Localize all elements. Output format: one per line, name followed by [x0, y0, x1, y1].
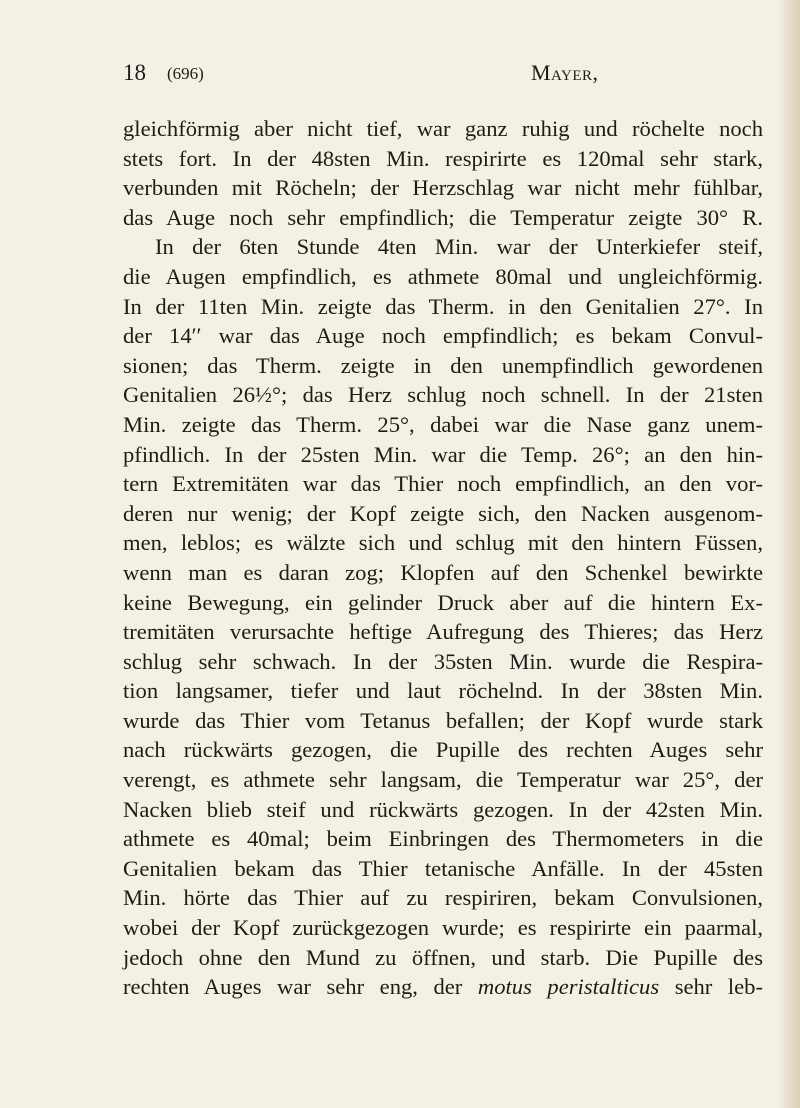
page-header [123, 60, 763, 94]
text-line: Min. hörte das Thier auf zu respiriren, bekam Convulsionen, [123, 885, 763, 911]
text-line: schlug sehr schwach. In der 35sten Min. wurde die Respira- [123, 648, 763, 674]
text-line: nach rückwärts gezogen, die Pupille des rechten Auges sehr [123, 737, 763, 763]
text-line: wenn man es daran zog; Klopfen auf den Schenkel bewirkte [123, 559, 763, 585]
body-text [123, 114, 763, 1002]
text-line: verengt, es athmete sehr langsam, die Temperatur war 25°, der [123, 767, 763, 793]
text-line: sionen; das Therm. zeigte in den unempfindlich gewordenen [123, 352, 763, 378]
text-line: tion langsamer, tiefer und laut röchelnd. In der 38sten Min. [123, 678, 763, 704]
text-line: stets fort. In der 48sten Min. respirirte es 120mal sehr stark, [123, 145, 763, 171]
text-line: Genitalien 26½°; das Herz schlug noch schnell. In der 21sten [123, 382, 763, 408]
text-line: verbunden mit Röcheln; der Herzschlag war nicht mehr fühlbar, [123, 175, 763, 201]
text-line: keine Bewegung, ein gelinder Druck aber auf die hintern Ex- [123, 589, 763, 615]
text-run: rechten Auges war sehr eng, der [123, 974, 478, 1000]
text-line: tern Extremitäten war das Thier noch empfindlich, an den vor- [123, 471, 763, 497]
text-line: men, leblos; es wälzte sich und schlug mit den hintern Füssen, [123, 530, 763, 556]
running-head: Mayer, [531, 60, 599, 85]
text-line: wobei der Kopf zurückgezogen wurde; es respirirte ein paarmal, [123, 915, 763, 941]
text-line: pfindlich. In der 25sten Min. war die Temp. 26°; an den hin- [123, 441, 763, 467]
text-line: tremitäten verursachte heftige Aufregung des Thieres; das Herz [123, 619, 763, 645]
page-number: 18 [123, 60, 146, 85]
text-line: wurde das Thier vom Tetanus befallen; der Kopf wurde stark [123, 707, 763, 733]
text-line: gleichförmig aber nicht tief, war ganz ruhig und röchelte noch [123, 116, 763, 141]
text-line: Min. zeigte das Therm. 25°, dabei war die Nase ganz unem- [123, 411, 763, 437]
text-line: die Augen empfindlich, es athmete 80mal und ungleichförmig. [123, 263, 763, 289]
italic-term: motus peristalticus [477, 974, 660, 1000]
text-line: athmete es 40mal; beim Einbringen des Thermometers in die [123, 826, 763, 852]
text-line: Nacken blieb steif und rückwärts gezogen. In der 42sten Min. [123, 796, 763, 822]
text-line: In der 11ten Min. zeigte das Therm. in den Genitalien 27°. In [123, 293, 763, 319]
text-line: jedoch ohne den Mund zu öffnen, und starb. Die Pupille des [123, 944, 763, 970]
text-line: In der 6ten Stunde 4ten Min. war der Unterkiefer steif, [155, 234, 763, 260]
text-line: der 14′′ war das Auge noch empfindlich; es bekam Convul- [123, 323, 763, 349]
original-page-number: (696) [167, 64, 204, 83]
text-line: das Auge noch sehr empfindlich; die Temperatur zeigte 30° R. [123, 204, 763, 230]
text-line-last [123, 972, 763, 1002]
text-line: deren nur wenig; der Kopf zeigte sich, den Nacken ausgenom- [123, 500, 763, 526]
text-run: sehr leb- [659, 974, 764, 1000]
page-edge-shadow [778, 0, 800, 1108]
text-line: Genitalien bekam das Thier tetanische Anfälle. In der 45sten [123, 855, 763, 881]
